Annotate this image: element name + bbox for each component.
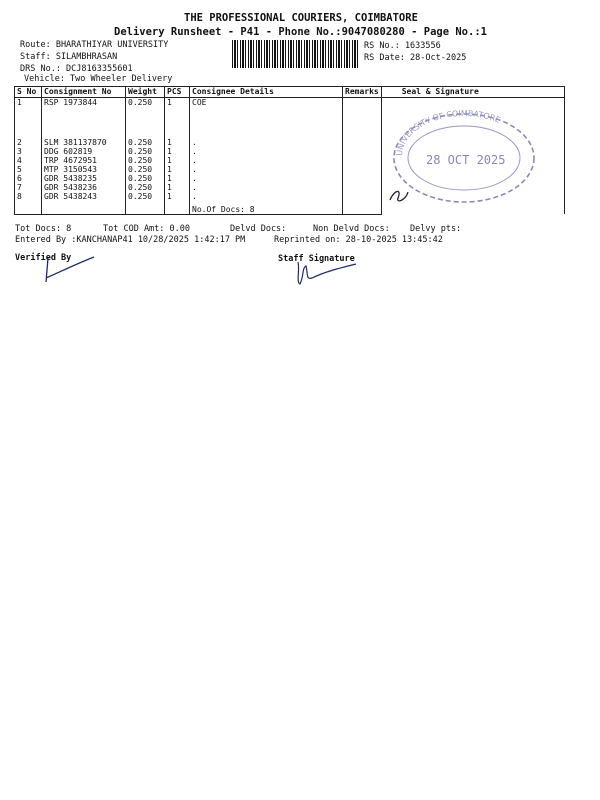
entered-by: Entered By :KANCHANAP41 10/28/2025 1:42:17 PM	[15, 235, 246, 245]
barcode	[232, 40, 358, 68]
col-remarks: Remarks	[343, 87, 382, 98]
table-header-row	[15, 87, 565, 98]
table-row: 2 SLM 381137870 0.250 1 .	[15, 138, 565, 147]
table-row: 7 GDR 5438236 0.250 1 .	[15, 183, 565, 192]
tot-cod-amt: Tot COD Amt: 0.00	[103, 224, 190, 234]
col-weight: Weight	[126, 87, 165, 98]
table-row: 5 MTP 3150543 0.250 1 .	[15, 165, 565, 174]
delvd-docs: Delvd Docs:	[230, 224, 287, 234]
receiver-signature-icon	[390, 191, 408, 200]
no-of-docs: No.Of Docs: 8	[190, 201, 343, 215]
verified-by: Verified By	[15, 253, 72, 263]
staff-label: Staff: SILAMBHRASAN	[20, 52, 118, 62]
runsheet-subtitle: Delivery Runsheet - P41 - Phone No.:9047080280 - Page No.:1	[114, 26, 487, 38]
table-row: 8 GDR 5438243 0.250 1 .	[15, 192, 565, 201]
verified-signature-icon	[40, 254, 100, 286]
non-delvd-docs: Non Delvd Docs:	[313, 224, 390, 234]
delvy-pts: Delvy pts:	[410, 224, 462, 234]
vehicle-label: Vehicle: Two Wheeler Delivery	[24, 74, 173, 84]
drs-label: DRS No.: DCJ8163355601	[20, 64, 133, 74]
table-row: 4 TRP 4672951 0.250 1 .	[15, 156, 565, 165]
staff-signature: Staff Signature	[278, 254, 355, 264]
table-row: 6 GDR 5438235 0.250 1 .	[15, 174, 565, 183]
col-sno: S No	[15, 87, 42, 98]
col-consignee: Consignee Details	[190, 87, 343, 98]
col-pcs: PCS	[165, 87, 190, 98]
route-label: Route: BHARATHIYAR UNIVERSITY	[20, 40, 169, 50]
stamp-date: 28 OCT 2025	[426, 153, 506, 167]
col-consignment: Consignment No	[42, 87, 126, 98]
rs-number: RS No.: 1633556	[364, 41, 441, 51]
tot-docs: Tot Docs: 8	[15, 224, 72, 234]
rs-date: RS Date: 28-Oct-2025	[364, 53, 467, 63]
table-row: 3 DDG 602819 0.250 1 .	[15, 147, 565, 156]
staff-signature-icon	[290, 258, 360, 288]
table-row: 1 RSP 1973844 0.250 1 COE	[15, 98, 565, 138]
reprinted-on: Reprinted on: 28-10-2025 13:45:42	[274, 235, 443, 245]
stamp-ring-text: UNIVERSITY OF COIMBATORE	[394, 108, 502, 157]
university-seal-stamp	[384, 104, 544, 206]
company-title: THE PROFESSIONAL COURIERS, COIMBATORE	[184, 12, 418, 24]
col-seal: Seal & Signature	[381, 87, 564, 98]
